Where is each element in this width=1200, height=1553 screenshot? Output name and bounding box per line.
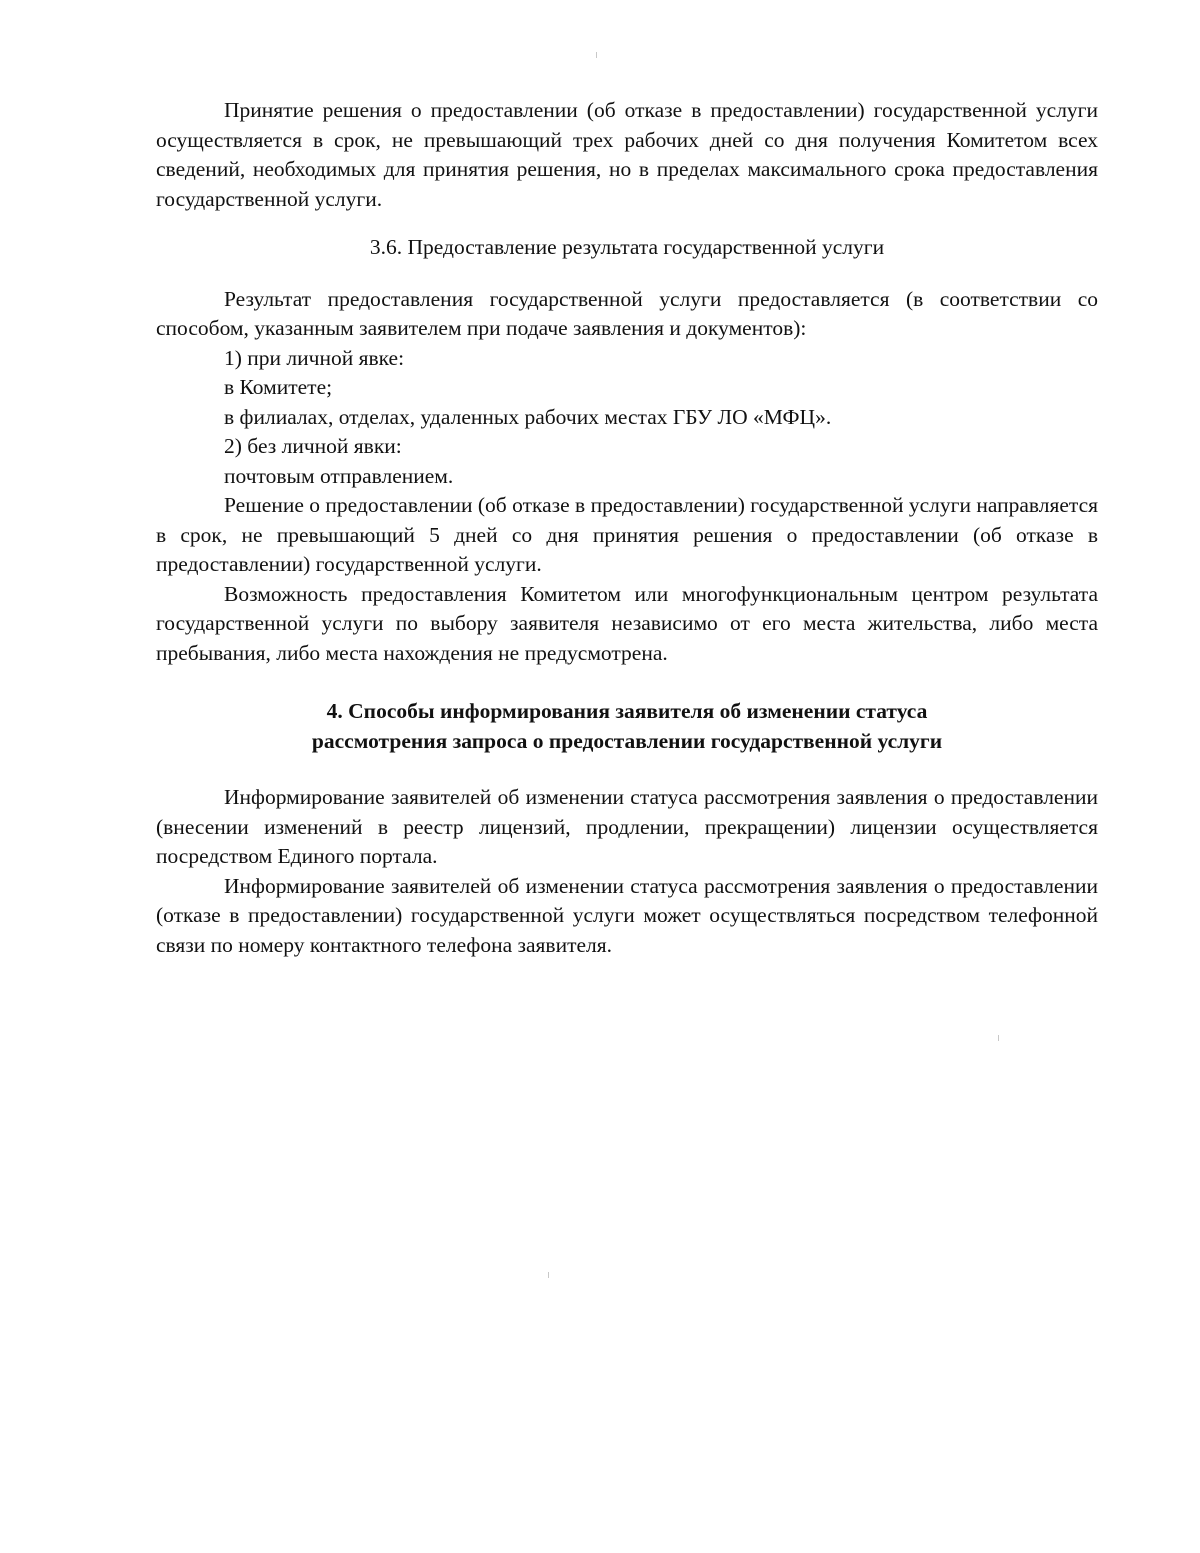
section-4-title-line-1: 4. Способы информирования заявителя об изменении статуса [326, 699, 928, 723]
scan-artifact [596, 52, 597, 58]
section-4-paragraph-2: Информирование заявителей об изменении статуса рассмотрения заявления о предоставлении (отказе в предоставлении) государственной услуги может осуществляться посредством телефонной связи по номеру контактного телефона заявителя. [156, 873, 1098, 957]
section-4-paragraph-1: Информирование заявителей об изменении статуса рассмотрения заявления о предоставлении (внесении изменений в реестр лицензий, продлении, прекращении) лицензии осуществляется посредством Единого портала. [156, 785, 1098, 868]
list-item-no-visit: 2) без личной явки: [224, 434, 402, 458]
intro-paragraph: Принятие решения о предоставлении (об отказе в предоставлении) государственной услуги осуществляется в срок, не превышающий трех рабочих дней со дня получения Комитетом всех сведений, необходимых для принятия решения, но в пределах максимального срока предоставления государственной услуги. [156, 98, 1098, 211]
document-body [156, 96, 1098, 960]
scan-artifact [998, 1035, 999, 1041]
section-3-6-paragraph-3: Возможность предоставления Комитетом или многофункциональным центром результата государственной услуги по выбору заявителя независимо от его места жительства, либо места пребывания, либо места нахождения не предусмотрена. [156, 581, 1098, 665]
list-item-committee: в Комитете; [224, 375, 333, 399]
list-item-personal-visit: 1) при личной явке: [224, 345, 405, 370]
section-4-title [156, 696, 1098, 756]
list-item-mfc-branches: в филиалах, отделах, удаленных рабочих местах ГБУ ЛО «МФЦ». [224, 404, 832, 429]
section-3-6-paragraph-2: Решение о предоставлении (об отказе в предоставлении) государственной услуги направляется в срок, не превышающий 5 дней со дня принятия решения о предоставлении (об отказе в предоставлении) государственной услуги. [156, 493, 1099, 576]
section-3-6-paragraph-1: Результат предоставления государственной услуги предоставляется (в соответствии со способом, указанным заявителем при подаче заявления и документов): [156, 286, 1098, 340]
section-3-6-title: 3.6. Предоставление результата государственной услуги [369, 235, 885, 259]
section-4-title-line-2: рассмотрения запроса о предоставлении государственной услуги [311, 729, 943, 753]
scan-artifact [548, 1272, 549, 1278]
list-item-postal: почтовым отправлением. [224, 463, 454, 488]
